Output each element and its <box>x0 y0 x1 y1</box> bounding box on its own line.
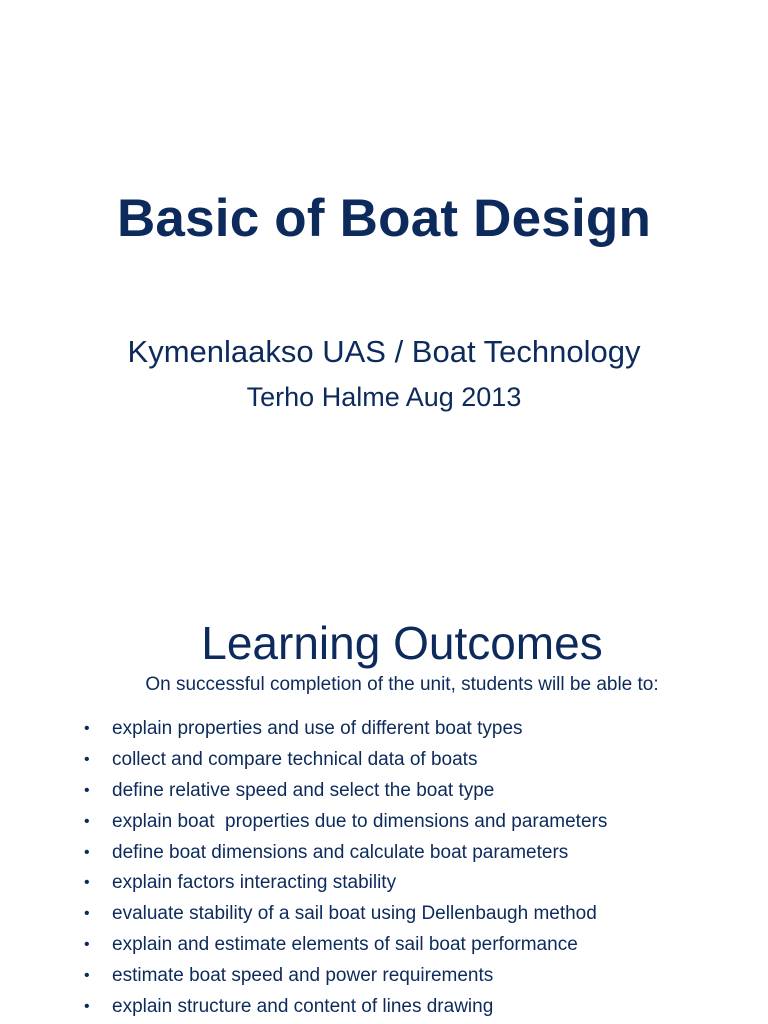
bullet-icon: • <box>84 750 90 768</box>
author-date-line: Terho Halme Aug 2013 <box>246 382 522 412</box>
outcome-text: explain structure and content of lines drawing <box>112 996 494 1018</box>
list-item <box>0 992 768 1023</box>
bullet-icon: • <box>84 781 90 799</box>
list-item <box>0 899 768 930</box>
outcome-text: estimate boat speed and power requirements <box>112 965 494 987</box>
outcome-text: explain and estimate elements of sail boat performance <box>112 934 578 956</box>
list-item <box>0 745 768 776</box>
learning-outcomes-intro: On successful completion of the unit, students will be able to: <box>145 674 659 695</box>
learning-outcomes-slide <box>0 560 768 1024</box>
list-item <box>0 838 768 869</box>
list-item <box>0 868 768 899</box>
bullet-icon: • <box>84 720 90 737</box>
outcome-text: explain properties and use of different boat types <box>112 718 523 739</box>
list-item <box>0 714 768 745</box>
bullet-icon: • <box>84 998 90 1016</box>
outcome-text: explain factors interacting stability <box>112 872 397 894</box>
list-item <box>0 930 768 961</box>
presentation-subtitle: Kymenlaakso UAS / Boat Technology <box>127 334 641 369</box>
bullet-icon: • <box>84 905 90 923</box>
outcomes-list <box>0 714 768 1023</box>
outcome-text: define boat dimensions and calculate boat parameters <box>112 841 569 863</box>
learning-outcomes-title: Learning Outcomes <box>201 617 603 669</box>
outcome-text: explain boat properties due to dimensions and parameters <box>112 810 608 832</box>
list-item <box>0 807 768 838</box>
bullet-icon: • <box>84 874 90 892</box>
list-item <box>0 776 768 807</box>
presentation-title: Basic of Boat Design <box>116 189 652 248</box>
bullet-icon: • <box>84 936 90 954</box>
bullet-icon: • <box>84 843 90 861</box>
bullet-icon: • <box>84 967 90 985</box>
outcome-text: define relative speed and select the boat type <box>112 779 495 801</box>
outcome-text: evaluate stability of a sail boat using Dellenbaugh method <box>112 903 597 925</box>
outcome-text: collect and compare technical data of boats <box>112 748 478 770</box>
bullet-icon: • <box>84 812 90 830</box>
list-item <box>0 961 768 992</box>
